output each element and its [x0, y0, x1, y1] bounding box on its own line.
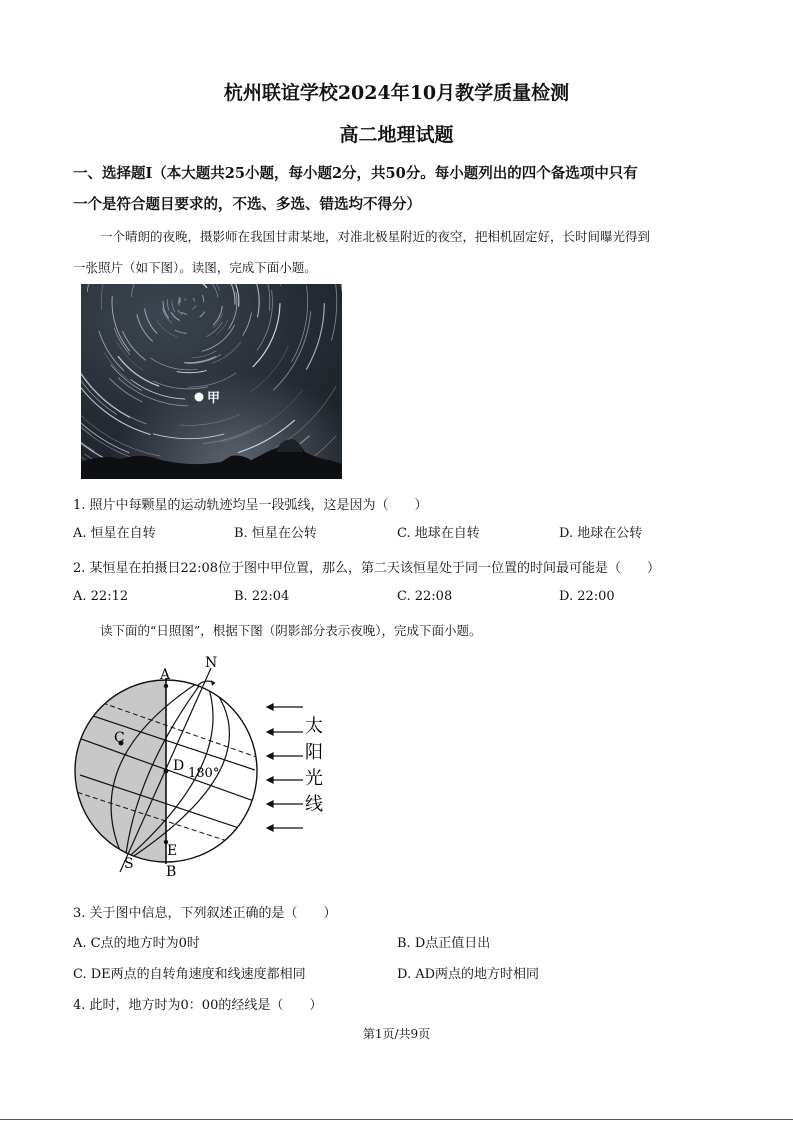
- label-a: A: [160, 667, 171, 683]
- question-3-option-b[interactable]: B. D点正值日出: [397, 936, 491, 951]
- exam-subtitle: 高二地理试题: [339, 124, 454, 146]
- label-180-degree: 180°: [188, 766, 220, 781]
- question-4-stem: 4. 此时，地方时为0：00的经线是（ ）: [73, 998, 323, 1013]
- bottom-rule: [0, 1119, 793, 1120]
- label-n: N: [205, 655, 218, 671]
- question-3-option-c[interactable]: C. DE两点的自转角速度和线速度都相同: [73, 967, 306, 982]
- question-1-option-a[interactable]: A. 恒星在自转: [73, 526, 156, 541]
- sun-label-3: 光: [305, 768, 323, 789]
- star-jia-marker: [195, 393, 204, 402]
- question-2-stem: 2. 某恒星在拍摄日22:08位于图中甲位置，那么，第二天该恒星处于同一位置的时间最可能是（ ）: [73, 561, 661, 576]
- question-3-option-d[interactable]: D. AD两点的地方时相同: [397, 967, 540, 982]
- label-s: S: [124, 856, 134, 872]
- page-number: 第1页/共9页: [362, 1027, 431, 1041]
- intro-paragraph-line2: 一张照片（如下图）。读图，完成下面小题。: [73, 260, 317, 275]
- question-1-option-b[interactable]: B. 恒星在公转: [234, 526, 317, 541]
- sun-label-2: 阳: [305, 742, 323, 763]
- star-trail-arc: [180, 299, 181, 303]
- question-2-option-d[interactable]: D. 22:00: [559, 589, 615, 604]
- question-1-stem: 1. 照片中每颗星的运动轨迹均呈一段弧线，这是因为（ ）: [73, 498, 428, 513]
- label-e: E: [167, 843, 178, 859]
- label-b: B: [166, 864, 177, 880]
- question-3-option-a[interactable]: A. C点的地方时为0时: [73, 936, 200, 951]
- section-heading-line2: 一个是符合题目要求的，不选、多选、错选均不得分）: [73, 196, 421, 213]
- sun-label-4: 线: [305, 794, 323, 815]
- section-heading-line1: 一、选择题Ⅰ（本大题共25小题，每小题2分，共50分。每小题列出的四个备选项中只有: [73, 165, 638, 182]
- exam-title: 杭州联谊学校2024年10月教学质量检测: [223, 82, 570, 104]
- sunlight-diagram: [65, 650, 340, 885]
- label-c: C: [114, 730, 125, 746]
- star-jia-label: 甲: [207, 391, 221, 406]
- star-trail-photo: [81, 284, 342, 479]
- sun-ray-arrows: [267, 704, 303, 831]
- question-1-option-d[interactable]: D. 地球在公转: [559, 526, 643, 541]
- question-1-option-c[interactable]: C. 地球在自转: [397, 526, 480, 541]
- intro-paragraph-2: 读下面的“日照图”，根据下图（阴影部分表示夜晚），完成下面小题。: [100, 623, 482, 638]
- sun-label-1: 太: [305, 716, 323, 737]
- question-3-stem: 3. 关于图中信息，下列叙述正确的是（ ）: [73, 906, 337, 921]
- label-d: D: [173, 758, 185, 774]
- intro-paragraph-line1: 一个晴朗的夜晚，摄影师在我国甘肃某地，对准北极星附近的夜空，把相机固定好，长时间曝光得到: [100, 229, 651, 244]
- question-2-option-b[interactable]: B. 22:04: [234, 589, 290, 604]
- question-2-option-c[interactable]: C. 22:08: [397, 589, 453, 604]
- question-2-option-a[interactable]: A. 22:12: [73, 589, 129, 604]
